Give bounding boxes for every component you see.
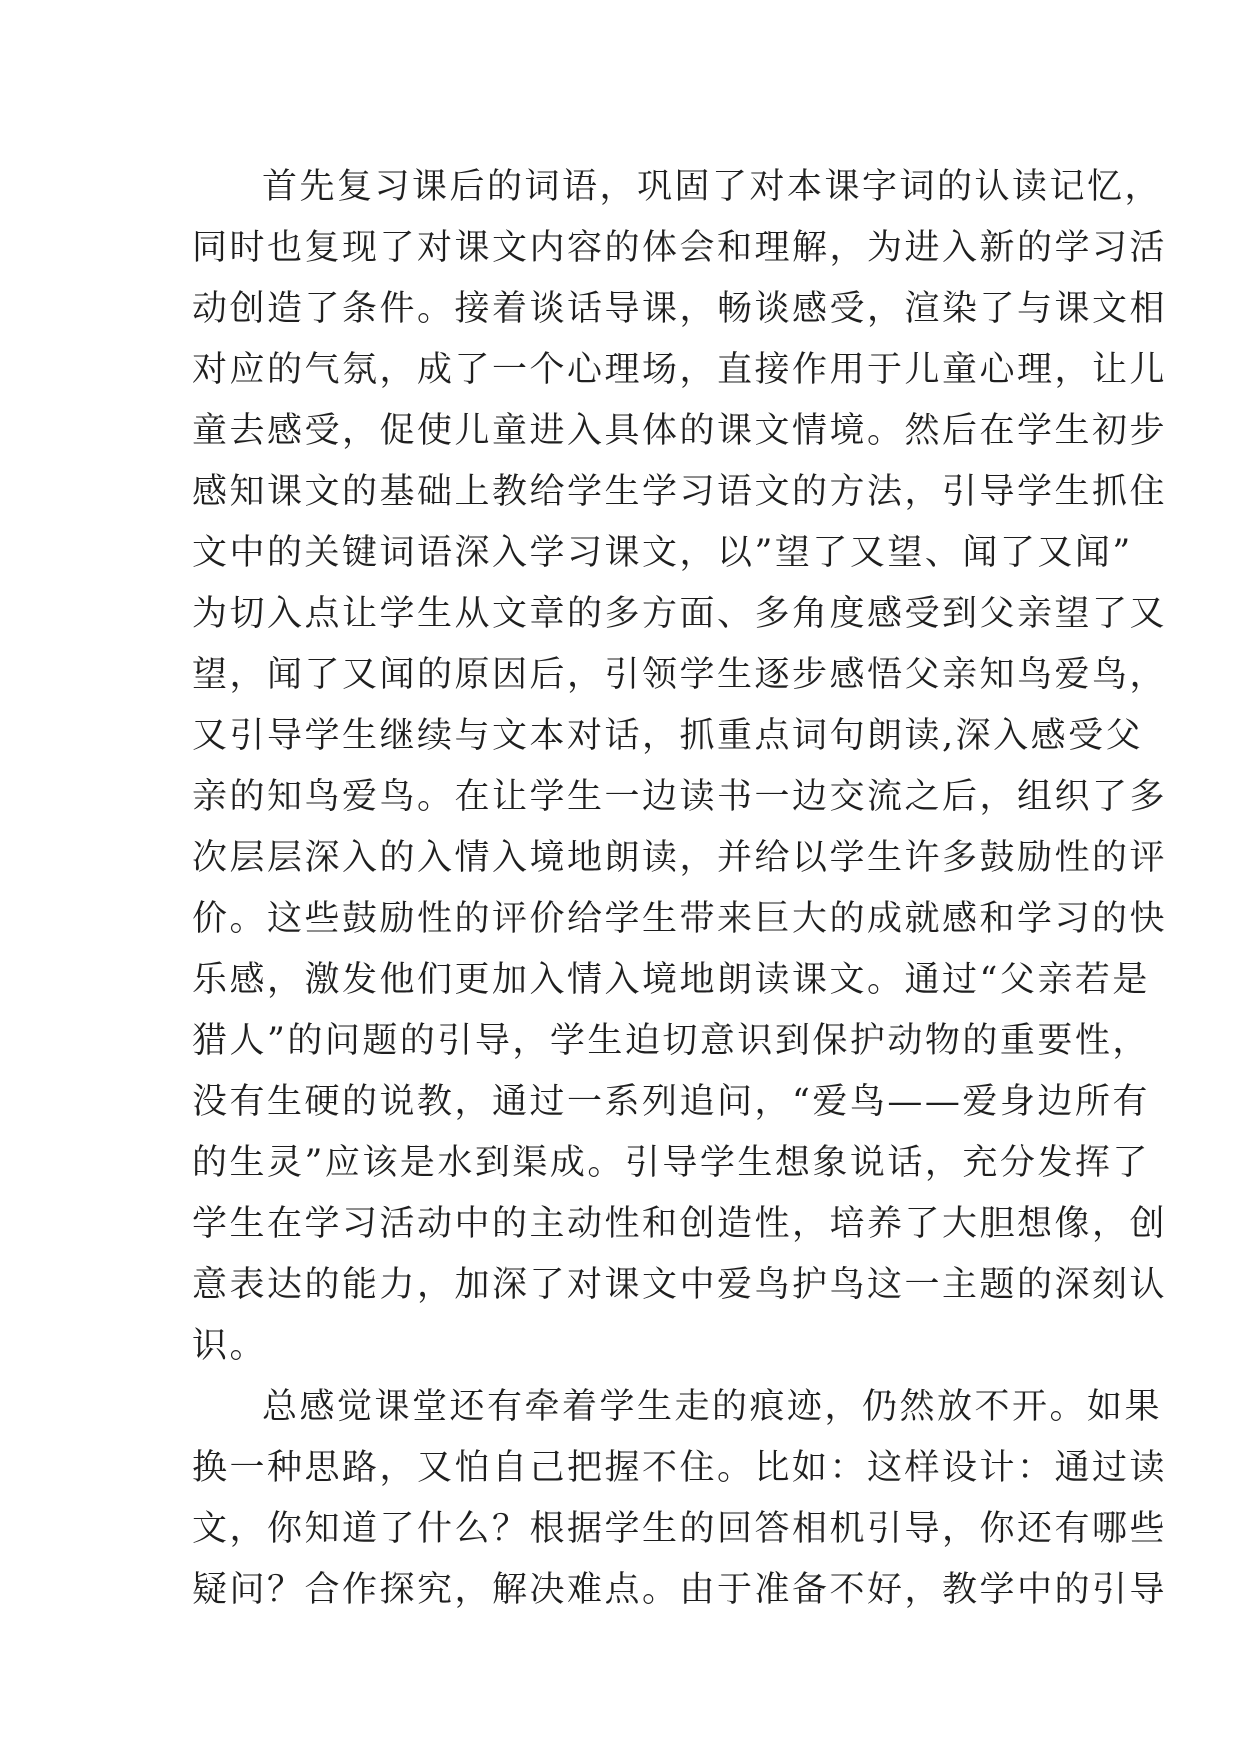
- paragraph-1: [192, 157, 1168, 1377]
- text-line: 价。这些鼓励性的评价给学生带来巨大的成就感和学习的快: [192, 899, 1168, 939]
- text-line: 的生灵”应该是水到渠成。引导学生想象说话，充分发挥了: [192, 1143, 1150, 1183]
- text-line: 童去感受，促使儿童进入具体的课文情境。然后在学生初步: [192, 411, 1168, 451]
- text-line: 文中的关键词语深入学习课文，以”望了又望、闻了又闻”: [192, 533, 1133, 573]
- document-body: [192, 157, 1168, 1621]
- text-line: 总感觉课堂还有牵着学生走的痕迹，仍然放不开。如果: [262, 1387, 1163, 1427]
- text-line: 意表达的能力，加深了对课文中爱鸟护鸟这一主题的深刻认: [192, 1265, 1168, 1305]
- text-line: 学生在学习活动中的主动性和创造性，培养了大胆想像，创: [192, 1204, 1168, 1244]
- text-line: 动创造了条件。接着谈话导课，畅谈感受，渲染了与课文相: [192, 289, 1168, 329]
- text-line: 亲的知鸟爱鸟。在让学生一边读书一边交流之后，组织了多: [192, 777, 1168, 817]
- text-line: 识。: [192, 1326, 268, 1366]
- text-line: 疑问？合作探究，解决难点。由于准备不好，教学中的引导: [192, 1570, 1168, 1610]
- paragraph-2: [192, 1377, 1168, 1621]
- text-line: 猎人”的问题的引导，学生迫切意识到保护动物的重要性，: [192, 1021, 1150, 1061]
- text-line: 文，你知道了什么？根据学生的回答相机引导，你还有哪些: [192, 1509, 1168, 1549]
- text-line: 对应的气氛，成了一个心理场，直接作用于儿童心理，让儿: [192, 350, 1168, 390]
- text-line: 首先复习课后的词语，巩固了对本课字词的认读记忆，: [262, 167, 1163, 207]
- text-line: 又引导学生继续与文本对话，抓重点词句朗读,深入感受父: [192, 716, 1144, 756]
- text-line: 感知课文的基础上教给学生学习语文的方法，引导学生抓住: [192, 472, 1168, 512]
- text-line: 为切入点让学生从文章的多方面、多角度感受到父亲望了又: [192, 594, 1168, 634]
- text-line: 乐感，激发他们更加入情入境地朗读课文。通过“父亲若是: [192, 960, 1150, 1000]
- text-line: 换一种思路，又怕自己把握不住。比如：这样设计：通过读: [192, 1448, 1168, 1488]
- text-line: 望，闻了又闻的原因后，引领学生逐步感悟父亲知鸟爱鸟，: [192, 655, 1168, 695]
- text-line: 没有生硬的说教，通过一系列追问，“爱鸟——爱身边所有: [192, 1082, 1150, 1122]
- text-line: 同时也复现了对课文内容的体会和理解，为进入新的学习活: [192, 228, 1168, 268]
- text-line: 次层层深入的入情入境地朗读，并给以学生许多鼓励性的评: [192, 838, 1168, 878]
